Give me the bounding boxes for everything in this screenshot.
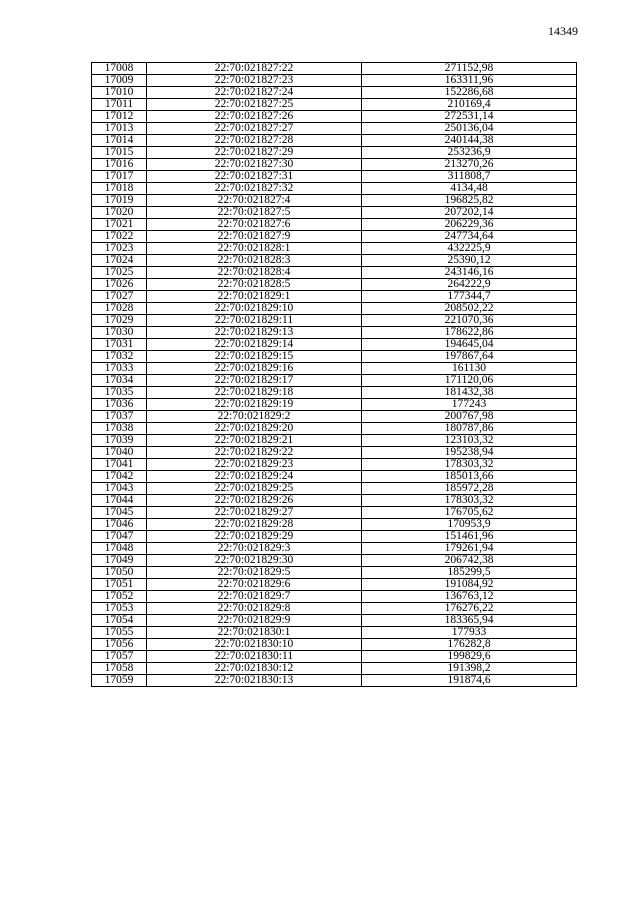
table-row: [92, 327, 577, 339]
cadastral-number-cell: 22:70:021827:24: [147, 87, 362, 99]
value-cell: 185972,28: [362, 483, 577, 495]
page-number: 14349: [548, 24, 578, 38]
row-number-cell: 17058: [92, 663, 147, 675]
row-number-cell: 17056: [92, 639, 147, 651]
registry-table-body: [92, 63, 577, 687]
value-cell: 191084,92: [362, 579, 577, 591]
table-row: [92, 279, 577, 291]
row-number-cell: 17021: [92, 219, 147, 231]
table-row: [92, 147, 577, 159]
row-number-cell: 17048: [92, 543, 147, 555]
row-number-cell: 17010: [92, 87, 147, 99]
table-row: [92, 495, 577, 507]
table-row: [92, 627, 577, 639]
table-row: [92, 579, 577, 591]
cadastral-number-cell: 22:70:021829:26: [147, 495, 362, 507]
cadastral-number-cell: 22:70:021827:30: [147, 159, 362, 171]
row-number-cell: 17038: [92, 423, 147, 435]
row-number-cell: 17024: [92, 255, 147, 267]
value-cell: 195238,94: [362, 447, 577, 459]
cadastral-number-cell: 22:70:021827:26: [147, 111, 362, 123]
row-number-cell: 17036: [92, 399, 147, 411]
value-cell: 170953,9: [362, 519, 577, 531]
table-row: [92, 543, 577, 555]
row-number-cell: 17045: [92, 507, 147, 519]
table-row: [92, 483, 577, 495]
value-cell: 243146,16: [362, 267, 577, 279]
cadastral-number-cell: 22:70:021829:6: [147, 579, 362, 591]
table-row: [92, 159, 577, 171]
cadastral-number-cell: 22:70:021827:23: [147, 75, 362, 87]
row-number-cell: 17055: [92, 627, 147, 639]
value-cell: 178622,86: [362, 327, 577, 339]
value-cell: 171120,06: [362, 375, 577, 387]
value-cell: 123103,32: [362, 435, 577, 447]
cadastral-number-cell: 22:70:021829:2: [147, 411, 362, 423]
cadastral-number-cell: 22:70:021830:12: [147, 663, 362, 675]
value-cell: 240144,38: [362, 135, 577, 147]
cadastral-number-cell: 22:70:021828:3: [147, 255, 362, 267]
cadastral-number-cell: 22:70:021829:30: [147, 555, 362, 567]
value-cell: 183365,94: [362, 615, 577, 627]
value-cell: 176282,8: [362, 639, 577, 651]
value-cell: 177344,7: [362, 291, 577, 303]
cadastral-number-cell: 22:70:021827:29: [147, 147, 362, 159]
row-number-cell: 17042: [92, 471, 147, 483]
registry-table: [91, 62, 577, 687]
cadastral-number-cell: 22:70:021827:28: [147, 135, 362, 147]
value-cell: 207202,14: [362, 207, 577, 219]
table-row: [92, 603, 577, 615]
cadastral-number-cell: 22:70:021829:25: [147, 483, 362, 495]
value-cell: 206742,38: [362, 555, 577, 567]
row-number-cell: 17051: [92, 579, 147, 591]
row-number-cell: 17019: [92, 195, 147, 207]
table-row: [92, 591, 577, 603]
row-number-cell: 17050: [92, 567, 147, 579]
cadastral-number-cell: 22:70:021829:23: [147, 459, 362, 471]
cadastral-number-cell: 22:70:021827:9: [147, 231, 362, 243]
table-row: [92, 375, 577, 387]
value-cell: 197867,64: [362, 351, 577, 363]
value-cell: 272531,14: [362, 111, 577, 123]
table-row: [92, 663, 577, 675]
cadastral-number-cell: 22:70:021829:5: [147, 567, 362, 579]
value-cell: 176705,62: [362, 507, 577, 519]
row-number-cell: 17029: [92, 315, 147, 327]
table-row: [92, 363, 577, 375]
table-row: [92, 63, 577, 75]
cadastral-number-cell: 22:70:021830:10: [147, 639, 362, 651]
table-row: [92, 459, 577, 471]
cadastral-number-cell: 22:70:021829:29: [147, 531, 362, 543]
cadastral-number-cell: 22:70:021827:27: [147, 123, 362, 135]
table-row: [92, 231, 577, 243]
table-row: [92, 171, 577, 183]
cadastral-number-cell: 22:70:021829:28: [147, 519, 362, 531]
cadastral-number-cell: 22:70:021829:1: [147, 291, 362, 303]
table-row: [92, 303, 577, 315]
cadastral-number-cell: 22:70:021829:8: [147, 603, 362, 615]
table-row: [92, 195, 577, 207]
cadastral-number-cell: 22:70:021830:13: [147, 675, 362, 687]
value-cell: 163311,96: [362, 75, 577, 87]
cadastral-number-cell: 22:70:021829:9: [147, 615, 362, 627]
value-cell: 177933: [362, 627, 577, 639]
value-cell: 185299,5: [362, 567, 577, 579]
cadastral-number-cell: 22:70:021829:24: [147, 471, 362, 483]
cadastral-number-cell: 22:70:021829:16: [147, 363, 362, 375]
row-number-cell: 17017: [92, 171, 147, 183]
value-cell: 178303,32: [362, 495, 577, 507]
value-cell: 176276,22: [362, 603, 577, 615]
cadastral-number-cell: 22:70:021829:19: [147, 399, 362, 411]
value-cell: 432225,9: [362, 243, 577, 255]
cadastral-number-cell: 22:70:021827:31: [147, 171, 362, 183]
value-cell: 181432,38: [362, 387, 577, 399]
row-number-cell: 17053: [92, 603, 147, 615]
table-row: [92, 555, 577, 567]
table-row: [92, 519, 577, 531]
row-number-cell: 17034: [92, 375, 147, 387]
value-cell: 213270,26: [362, 159, 577, 171]
table-row: [92, 75, 577, 87]
row-number-cell: 17018: [92, 183, 147, 195]
table-row: [92, 639, 577, 651]
row-number-cell: 17023: [92, 243, 147, 255]
row-number-cell: 17008: [92, 63, 147, 75]
row-number-cell: 17037: [92, 411, 147, 423]
table-row: [92, 435, 577, 447]
value-cell: 179261,94: [362, 543, 577, 555]
table-row: [92, 291, 577, 303]
table-row: [92, 675, 577, 687]
value-cell: 208502,22: [362, 303, 577, 315]
value-cell: 4134,48: [362, 183, 577, 195]
cadastral-number-cell: 22:70:021828:4: [147, 267, 362, 279]
value-cell: 311808,7: [362, 171, 577, 183]
table-row: [92, 315, 577, 327]
cadastral-number-cell: 22:70:021829:22: [147, 447, 362, 459]
cadastral-number-cell: 22:70:021830:11: [147, 651, 362, 663]
table-row: [92, 471, 577, 483]
value-cell: 191398,2: [362, 663, 577, 675]
cadastral-number-cell: 22:70:021827:22: [147, 63, 362, 75]
table-row: [92, 339, 577, 351]
row-number-cell: 17032: [92, 351, 147, 363]
cadastral-number-cell: 22:70:021827:32: [147, 183, 362, 195]
row-number-cell: 17041: [92, 459, 147, 471]
value-cell: 200767,98: [362, 411, 577, 423]
table-row: [92, 207, 577, 219]
table-row: [92, 123, 577, 135]
row-number-cell: 17013: [92, 123, 147, 135]
cadastral-number-cell: 22:70:021829:13: [147, 327, 362, 339]
value-cell: 180787,86: [362, 423, 577, 435]
cadastral-number-cell: 22:70:021829:18: [147, 387, 362, 399]
table-row: [92, 507, 577, 519]
cadastral-number-cell: 22:70:021829:11: [147, 315, 362, 327]
row-number-cell: 17020: [92, 207, 147, 219]
value-cell: 191874,6: [362, 675, 577, 687]
value-cell: 206229,36: [362, 219, 577, 231]
value-cell: 194645,04: [362, 339, 577, 351]
row-number-cell: 17015: [92, 147, 147, 159]
cadastral-number-cell: 22:70:021827:5: [147, 207, 362, 219]
value-cell: 151461,96: [362, 531, 577, 543]
cadastral-number-cell: 22:70:021829:17: [147, 375, 362, 387]
row-number-cell: 17057: [92, 651, 147, 663]
cadastral-number-cell: 22:70:021829:7: [147, 591, 362, 603]
row-number-cell: 17035: [92, 387, 147, 399]
value-cell: 196825,82: [362, 195, 577, 207]
row-number-cell: 17012: [92, 111, 147, 123]
table-row: [92, 387, 577, 399]
row-number-cell: 17022: [92, 231, 147, 243]
value-cell: 161130: [362, 363, 577, 375]
table-row: [92, 447, 577, 459]
row-number-cell: 17016: [92, 159, 147, 171]
cadastral-number-cell: 22:70:021828:1: [147, 243, 362, 255]
value-cell: 253236,9: [362, 147, 577, 159]
table-row: [92, 399, 577, 411]
cadastral-number-cell: 22:70:021828:5: [147, 279, 362, 291]
row-number-cell: 17033: [92, 363, 147, 375]
table-row: [92, 99, 577, 111]
cadastral-number-cell: 22:70:021829:15: [147, 351, 362, 363]
row-number-cell: 17014: [92, 135, 147, 147]
cadastral-number-cell: 22:70:021829:10: [147, 303, 362, 315]
row-number-cell: 17043: [92, 483, 147, 495]
table-row: [92, 351, 577, 363]
table-row: [92, 423, 577, 435]
row-number-cell: 17031: [92, 339, 147, 351]
value-cell: 177243: [362, 399, 577, 411]
cadastral-number-cell: 22:70:021829:21: [147, 435, 362, 447]
row-number-cell: 17011: [92, 99, 147, 111]
table-row: [92, 651, 577, 663]
table-row: [92, 87, 577, 99]
row-number-cell: 17009: [92, 75, 147, 87]
cadastral-number-cell: 22:70:021829:27: [147, 507, 362, 519]
row-number-cell: 17039: [92, 435, 147, 447]
row-number-cell: 17047: [92, 531, 147, 543]
row-number-cell: 17030: [92, 327, 147, 339]
value-cell: 250136,04: [362, 123, 577, 135]
table-row: [92, 267, 577, 279]
table-row: [92, 255, 577, 267]
value-cell: 136763,12: [362, 591, 577, 603]
cadastral-number-cell: 22:70:021829:20: [147, 423, 362, 435]
table-row: [92, 111, 577, 123]
row-number-cell: 17059: [92, 675, 147, 687]
table-row: [92, 411, 577, 423]
cadastral-number-cell: 22:70:021829:14: [147, 339, 362, 351]
table-row: [92, 615, 577, 627]
value-cell: 210169,4: [362, 99, 577, 111]
row-number-cell: 17044: [92, 495, 147, 507]
value-cell: 271152,98: [362, 63, 577, 75]
cadastral-number-cell: 22:70:021829:3: [147, 543, 362, 555]
value-cell: 185013,66: [362, 471, 577, 483]
row-number-cell: 17026: [92, 279, 147, 291]
table-row: [92, 243, 577, 255]
cadastral-number-cell: 22:70:021827:4: [147, 195, 362, 207]
value-cell: 247734,64: [362, 231, 577, 243]
cadastral-number-cell: 22:70:021827:25: [147, 99, 362, 111]
table-row: [92, 183, 577, 195]
row-number-cell: 17040: [92, 447, 147, 459]
value-cell: 178303,32: [362, 459, 577, 471]
value-cell: 152286,68: [362, 87, 577, 99]
table-row: [92, 531, 577, 543]
row-number-cell: 17027: [92, 291, 147, 303]
row-number-cell: 17046: [92, 519, 147, 531]
cadastral-number-cell: 22:70:021830:1: [147, 627, 362, 639]
row-number-cell: 17028: [92, 303, 147, 315]
row-number-cell: 17054: [92, 615, 147, 627]
value-cell: 264222,9: [362, 279, 577, 291]
row-number-cell: 17025: [92, 267, 147, 279]
row-number-cell: 17052: [92, 591, 147, 603]
cadastral-number-cell: 22:70:021827:6: [147, 219, 362, 231]
value-cell: 25390,12: [362, 255, 577, 267]
value-cell: 221070,36: [362, 315, 577, 327]
table-row: [92, 567, 577, 579]
table-row: [92, 135, 577, 147]
table-row: [92, 219, 577, 231]
row-number-cell: 17049: [92, 555, 147, 567]
value-cell: 199829,6: [362, 651, 577, 663]
